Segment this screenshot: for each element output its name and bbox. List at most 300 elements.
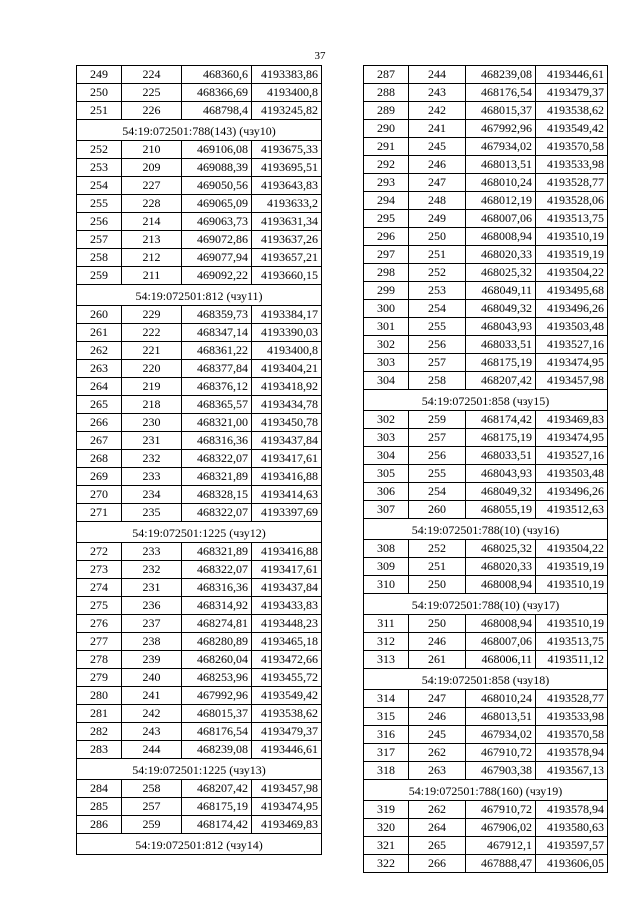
vertex-number-cell: 243 [122,723,182,741]
y-coordinate-cell: 4193504,22 [536,264,608,282]
x-coordinate-cell: 468174,42 [182,816,252,834]
point-number-cell: 299 [364,282,409,300]
y-coordinate-cell: 4193527,16 [536,336,608,354]
x-coordinate-cell: 468049,11 [466,282,536,300]
y-coordinate-cell: 4193416,88 [252,543,322,561]
point-number-cell: 262 [77,342,122,360]
vertex-number-cell: 257 [409,429,466,447]
x-coordinate-cell: 468033,51 [466,447,536,465]
section-header-row [77,834,322,855]
vertex-number-cell: 226 [122,102,182,120]
vertex-number-cell: 229 [122,306,182,324]
table-row [77,306,322,324]
vertex-number-cell: 247 [409,174,466,192]
table-row [364,120,608,138]
x-coordinate-cell: 468253,96 [182,669,252,687]
x-coordinate-cell: 468316,36 [182,579,252,597]
point-number-cell: 275 [77,597,122,615]
y-coordinate-cell: 4193597,57 [536,837,608,855]
y-coordinate-cell: 4193418,92 [252,378,322,396]
section-title: 54:19:072501:788(10) (чзу16) [364,519,608,540]
point-number-cell: 300 [364,300,409,318]
vertex-number-cell: 255 [409,465,466,483]
y-coordinate-cell: 4193448,23 [252,615,322,633]
x-coordinate-cell: 468043,93 [466,465,536,483]
y-coordinate-cell: 4193637,26 [252,231,322,249]
point-number-cell: 276 [77,615,122,633]
y-coordinate-cell: 4193496,26 [536,300,608,318]
x-coordinate-cell: 468015,37 [466,102,536,120]
point-number-cell: 270 [77,486,122,504]
y-coordinate-cell: 4193383,86 [252,66,322,84]
y-coordinate-cell: 4193455,72 [252,669,322,687]
vertex-number-cell: 232 [122,561,182,579]
y-coordinate-cell: 4193450,78 [252,414,322,432]
table-row [364,447,608,465]
x-coordinate-cell: 468360,6 [182,66,252,84]
point-number-cell: 303 [364,354,409,372]
point-number-cell: 279 [77,669,122,687]
x-coordinate-cell: 467912,1 [466,837,536,855]
y-coordinate-cell: 4193503,48 [536,465,608,483]
x-coordinate-cell: 468366,69 [182,84,252,102]
point-number-cell: 303 [364,429,409,447]
section-header-row [77,522,322,543]
y-coordinate-cell: 4193404,21 [252,360,322,378]
vertex-number-cell: 252 [409,540,466,558]
x-coordinate-cell: 468049,32 [466,483,536,501]
x-coordinate-cell: 468012,19 [466,192,536,210]
vertex-number-cell: 250 [409,228,466,246]
y-coordinate-cell: 4193437,84 [252,579,322,597]
vertex-number-cell: 258 [409,372,466,390]
y-coordinate-cell: 4193414,63 [252,486,322,504]
section-header-row [77,285,322,306]
point-number-cell: 284 [77,780,122,798]
y-coordinate-cell: 4193513,75 [536,633,608,651]
point-number-cell: 265 [77,396,122,414]
table-row [77,102,322,120]
vertex-number-cell: 245 [409,726,466,744]
point-number-cell: 287 [364,66,409,84]
vertex-number-cell: 243 [409,84,466,102]
point-number-cell: 292 [364,156,409,174]
vertex-number-cell: 219 [122,378,182,396]
table-row [364,282,608,300]
x-coordinate-cell: 468175,19 [466,429,536,447]
table-row [364,633,608,651]
section-header-row [364,519,608,540]
section-header-row [364,390,608,411]
x-coordinate-cell: 468239,08 [466,66,536,84]
y-coordinate-cell: 4193549,42 [536,120,608,138]
section-header-row [77,120,322,141]
table-row [77,450,322,468]
table-row [77,705,322,723]
vertex-number-cell: 246 [409,708,466,726]
vertex-number-cell: 233 [122,468,182,486]
y-coordinate-cell: 4193633,2 [252,195,322,213]
x-coordinate-cell: 468008,94 [466,576,536,594]
x-coordinate-cell: 468328,15 [182,486,252,504]
section-title: 54:19:072501:1225 (чзу12) [77,522,322,543]
x-coordinate-cell: 467910,72 [466,744,536,762]
x-coordinate-cell: 468015,37 [182,705,252,723]
y-coordinate-cell: 4193457,98 [252,780,322,798]
coordinates-table-left [76,65,322,855]
x-coordinate-cell: 467888,47 [466,855,536,873]
vertex-number-cell: 211 [122,267,182,285]
vertex-number-cell: 262 [409,744,466,762]
x-coordinate-cell: 468020,33 [466,246,536,264]
x-coordinate-cell: 467934,02 [466,726,536,744]
vertex-number-cell: 237 [122,615,182,633]
table-row [77,84,322,102]
x-coordinate-cell: 467934,02 [466,138,536,156]
point-number-cell: 263 [77,360,122,378]
table-row [364,156,608,174]
table-row [364,246,608,264]
table-row [77,432,322,450]
y-coordinate-cell: 4193433,83 [252,597,322,615]
vertex-number-cell: 244 [122,741,182,759]
vertex-number-cell: 248 [409,192,466,210]
x-coordinate-cell: 468359,73 [182,306,252,324]
y-coordinate-cell: 4193384,17 [252,306,322,324]
x-coordinate-cell: 469077,94 [182,249,252,267]
y-coordinate-cell: 4193578,94 [536,744,608,762]
x-coordinate-cell: 468207,42 [182,780,252,798]
table-row [364,228,608,246]
x-coordinate-cell: 468010,24 [466,690,536,708]
table-row [364,819,608,837]
y-coordinate-cell: 4193446,61 [252,741,322,759]
y-coordinate-cell: 4193657,21 [252,249,322,267]
x-coordinate-cell: 467992,96 [466,120,536,138]
table-row [364,174,608,192]
x-coordinate-cell: 469106,08 [182,141,252,159]
point-number-cell: 286 [77,816,122,834]
point-number-cell: 258 [77,249,122,267]
x-coordinate-cell: 468025,32 [466,264,536,282]
y-coordinate-cell: 4193434,78 [252,396,322,414]
vertex-number-cell: 242 [409,102,466,120]
x-coordinate-cell: 468025,32 [466,540,536,558]
x-coordinate-cell: 468322,07 [182,450,252,468]
vertex-number-cell: 254 [409,300,466,318]
y-coordinate-cell: 4193570,58 [536,138,608,156]
y-coordinate-cell: 4193570,58 [536,726,608,744]
vertex-number-cell: 240 [122,669,182,687]
table-row [77,486,322,504]
x-coordinate-cell: 469063,73 [182,213,252,231]
x-coordinate-cell: 468347,14 [182,324,252,342]
vertex-number-cell: 239 [122,651,182,669]
point-number-cell: 257 [77,231,122,249]
x-coordinate-cell: 468322,07 [182,504,252,522]
y-coordinate-cell: 4193417,61 [252,450,322,468]
point-number-cell: 302 [364,336,409,354]
y-coordinate-cell: 4193400,8 [252,84,322,102]
vertex-number-cell: 246 [409,633,466,651]
table-row [77,378,322,396]
section-header-row [364,594,608,615]
x-coordinate-cell: 468175,19 [182,798,252,816]
table-row [77,633,322,651]
point-number-cell: 318 [364,762,409,780]
table-row [77,141,322,159]
table-row [364,102,608,120]
x-coordinate-cell: 468376,12 [182,378,252,396]
table-row [77,561,322,579]
coordinates-table-right [363,65,608,873]
table-row [364,651,608,669]
vertex-number-cell: 252 [409,264,466,282]
x-coordinate-cell: 468314,92 [182,597,252,615]
table-row [364,558,608,576]
x-coordinate-cell: 468049,32 [466,300,536,318]
vertex-number-cell: 254 [409,483,466,501]
point-number-cell: 297 [364,246,409,264]
y-coordinate-cell: 4193472,66 [252,651,322,669]
x-coordinate-cell: 468007,06 [466,633,536,651]
table-row [77,177,322,195]
x-coordinate-cell: 467992,96 [182,687,252,705]
x-coordinate-cell: 468321,00 [182,414,252,432]
y-coordinate-cell: 4193510,19 [536,615,608,633]
x-coordinate-cell: 468798,4 [182,102,252,120]
point-number-cell: 306 [364,483,409,501]
vertex-number-cell: 210 [122,141,182,159]
point-number-cell: 250 [77,84,122,102]
point-number-cell: 312 [364,633,409,651]
section-title: 54:19:072501:812 (чзу14) [77,834,322,855]
vertex-number-cell: 227 [122,177,182,195]
y-coordinate-cell: 4193660,15 [252,267,322,285]
point-number-cell: 319 [364,801,409,819]
table-row [77,723,322,741]
y-coordinate-cell: 4193495,68 [536,282,608,300]
vertex-number-cell: 233 [122,543,182,561]
y-coordinate-cell: 4193538,62 [252,705,322,723]
table-row [364,540,608,558]
x-coordinate-cell: 468008,94 [466,228,536,246]
vertex-number-cell: 231 [122,579,182,597]
table-row [364,429,608,447]
x-coordinate-cell: 468176,54 [466,84,536,102]
point-number-cell: 298 [364,264,409,282]
point-number-cell: 283 [77,741,122,759]
vertex-number-cell: 242 [122,705,182,723]
x-coordinate-cell: 468006,11 [466,651,536,669]
section-title: 54:19:072501:858 (чзу15) [364,390,608,411]
table-row [77,687,322,705]
y-coordinate-cell: 4193457,98 [536,372,608,390]
y-coordinate-cell: 4193510,19 [536,228,608,246]
y-coordinate-cell: 4193479,37 [252,723,322,741]
point-number-cell: 321 [364,837,409,855]
table-row [364,411,608,429]
y-coordinate-cell: 4193474,95 [536,429,608,447]
table-row [364,336,608,354]
point-number-cell: 253 [77,159,122,177]
point-number-cell: 294 [364,192,409,210]
table-row [364,210,608,228]
vertex-number-cell: 261 [409,651,466,669]
x-coordinate-cell: 468239,08 [182,741,252,759]
point-number-cell: 269 [77,468,122,486]
point-number-cell: 311 [364,615,409,633]
x-coordinate-cell: 468280,89 [182,633,252,651]
y-coordinate-cell: 4193513,75 [536,210,608,228]
point-number-cell: 282 [77,723,122,741]
vertex-number-cell: 250 [409,576,466,594]
y-coordinate-cell: 4193567,13 [536,762,608,780]
table-row [364,726,608,744]
point-number-cell: 285 [77,798,122,816]
table-row [364,501,608,519]
table-row [77,360,322,378]
vertex-number-cell: 213 [122,231,182,249]
vertex-number-cell: 250 [409,615,466,633]
y-coordinate-cell: 4193578,94 [536,801,608,819]
table-row [77,195,322,213]
x-coordinate-cell: 468175,19 [466,354,536,372]
x-coordinate-cell: 468008,94 [466,615,536,633]
x-coordinate-cell: 468055,19 [466,501,536,519]
point-number-cell: 267 [77,432,122,450]
vertex-number-cell: 231 [122,432,182,450]
table-row [364,762,608,780]
point-number-cell: 322 [364,855,409,873]
section-title: 54:19:072501:788(143) (чзу10) [77,120,322,141]
vertex-number-cell: 247 [409,690,466,708]
point-number-cell: 264 [77,378,122,396]
table-row [364,708,608,726]
table-row [364,465,608,483]
x-coordinate-cell: 469050,56 [182,177,252,195]
section-header-row [364,669,608,690]
x-coordinate-cell: 468043,93 [466,318,536,336]
point-number-cell: 313 [364,651,409,669]
table-row [364,483,608,501]
vertex-number-cell: 244 [409,66,466,84]
point-number-cell: 274 [77,579,122,597]
vertex-number-cell: 236 [122,597,182,615]
y-coordinate-cell: 4193580,63 [536,819,608,837]
vertex-number-cell: 262 [409,801,466,819]
vertex-number-cell: 253 [409,282,466,300]
point-number-cell: 291 [364,138,409,156]
y-coordinate-cell: 4193390,03 [252,324,322,342]
table-row [77,615,322,633]
table-row [364,690,608,708]
point-number-cell: 317 [364,744,409,762]
table-row [364,66,608,84]
point-number-cell: 268 [77,450,122,468]
x-coordinate-cell: 468010,24 [466,174,536,192]
x-coordinate-cell: 468260,04 [182,651,252,669]
table-row [77,816,322,834]
table-row [364,801,608,819]
vertex-number-cell: 265 [409,837,466,855]
point-number-cell: 278 [77,651,122,669]
y-coordinate-cell: 4193474,95 [252,798,322,816]
table-row [364,264,608,282]
x-coordinate-cell: 468174,42 [466,411,536,429]
x-coordinate-cell: 468322,07 [182,561,252,579]
x-coordinate-cell: 468321,89 [182,543,252,561]
point-number-cell: 310 [364,576,409,594]
y-coordinate-cell: 4193533,98 [536,156,608,174]
point-number-cell: 296 [364,228,409,246]
table-row [77,159,322,177]
y-coordinate-cell: 4193528,06 [536,192,608,210]
vertex-number-cell: 224 [122,66,182,84]
vertex-number-cell: 241 [122,687,182,705]
x-coordinate-cell: 468013,51 [466,156,536,174]
x-coordinate-cell: 468176,54 [182,723,252,741]
x-coordinate-cell: 468361,22 [182,342,252,360]
table-row [364,855,608,873]
vertex-number-cell: 266 [409,855,466,873]
section-header-row [364,780,608,801]
vertex-number-cell: 257 [409,354,466,372]
point-number-cell: 307 [364,501,409,519]
vertex-number-cell: 256 [409,447,466,465]
point-number-cell: 277 [77,633,122,651]
section-header-row [77,759,322,780]
table-row [77,504,322,522]
vertex-number-cell: 241 [409,120,466,138]
table-row [364,615,608,633]
table-row [364,318,608,336]
y-coordinate-cell: 4193695,51 [252,159,322,177]
y-coordinate-cell: 4193643,83 [252,177,322,195]
point-number-cell: 260 [77,306,122,324]
vertex-number-cell: 228 [122,195,182,213]
point-number-cell: 290 [364,120,409,138]
y-coordinate-cell: 4193606,05 [536,855,608,873]
point-number-cell: 289 [364,102,409,120]
y-coordinate-cell: 4193400,8 [252,342,322,360]
section-title: 54:19:072501:1225 (чзу13) [77,759,322,780]
y-coordinate-cell: 4193533,98 [536,708,608,726]
vertex-number-cell: 234 [122,486,182,504]
table-row [77,468,322,486]
y-coordinate-cell: 4193416,88 [252,468,322,486]
x-coordinate-cell: 468274,81 [182,615,252,633]
y-coordinate-cell: 4193503,48 [536,318,608,336]
vertex-number-cell: 222 [122,324,182,342]
point-number-cell: 309 [364,558,409,576]
vertex-number-cell: 221 [122,342,182,360]
vertex-number-cell: 258 [122,780,182,798]
section-title: 54:19:072501:812 (чзу11) [77,285,322,306]
point-number-cell: 293 [364,174,409,192]
x-coordinate-cell: 467910,72 [466,801,536,819]
point-number-cell: 295 [364,210,409,228]
table-row [77,396,322,414]
point-number-cell: 281 [77,705,122,723]
x-coordinate-cell: 469072,86 [182,231,252,249]
y-coordinate-cell: 4193538,62 [536,102,608,120]
y-coordinate-cell: 4193528,77 [536,690,608,708]
point-number-cell: 261 [77,324,122,342]
page-number: 37 [314,50,326,62]
point-number-cell: 255 [77,195,122,213]
vertex-number-cell: 246 [409,156,466,174]
